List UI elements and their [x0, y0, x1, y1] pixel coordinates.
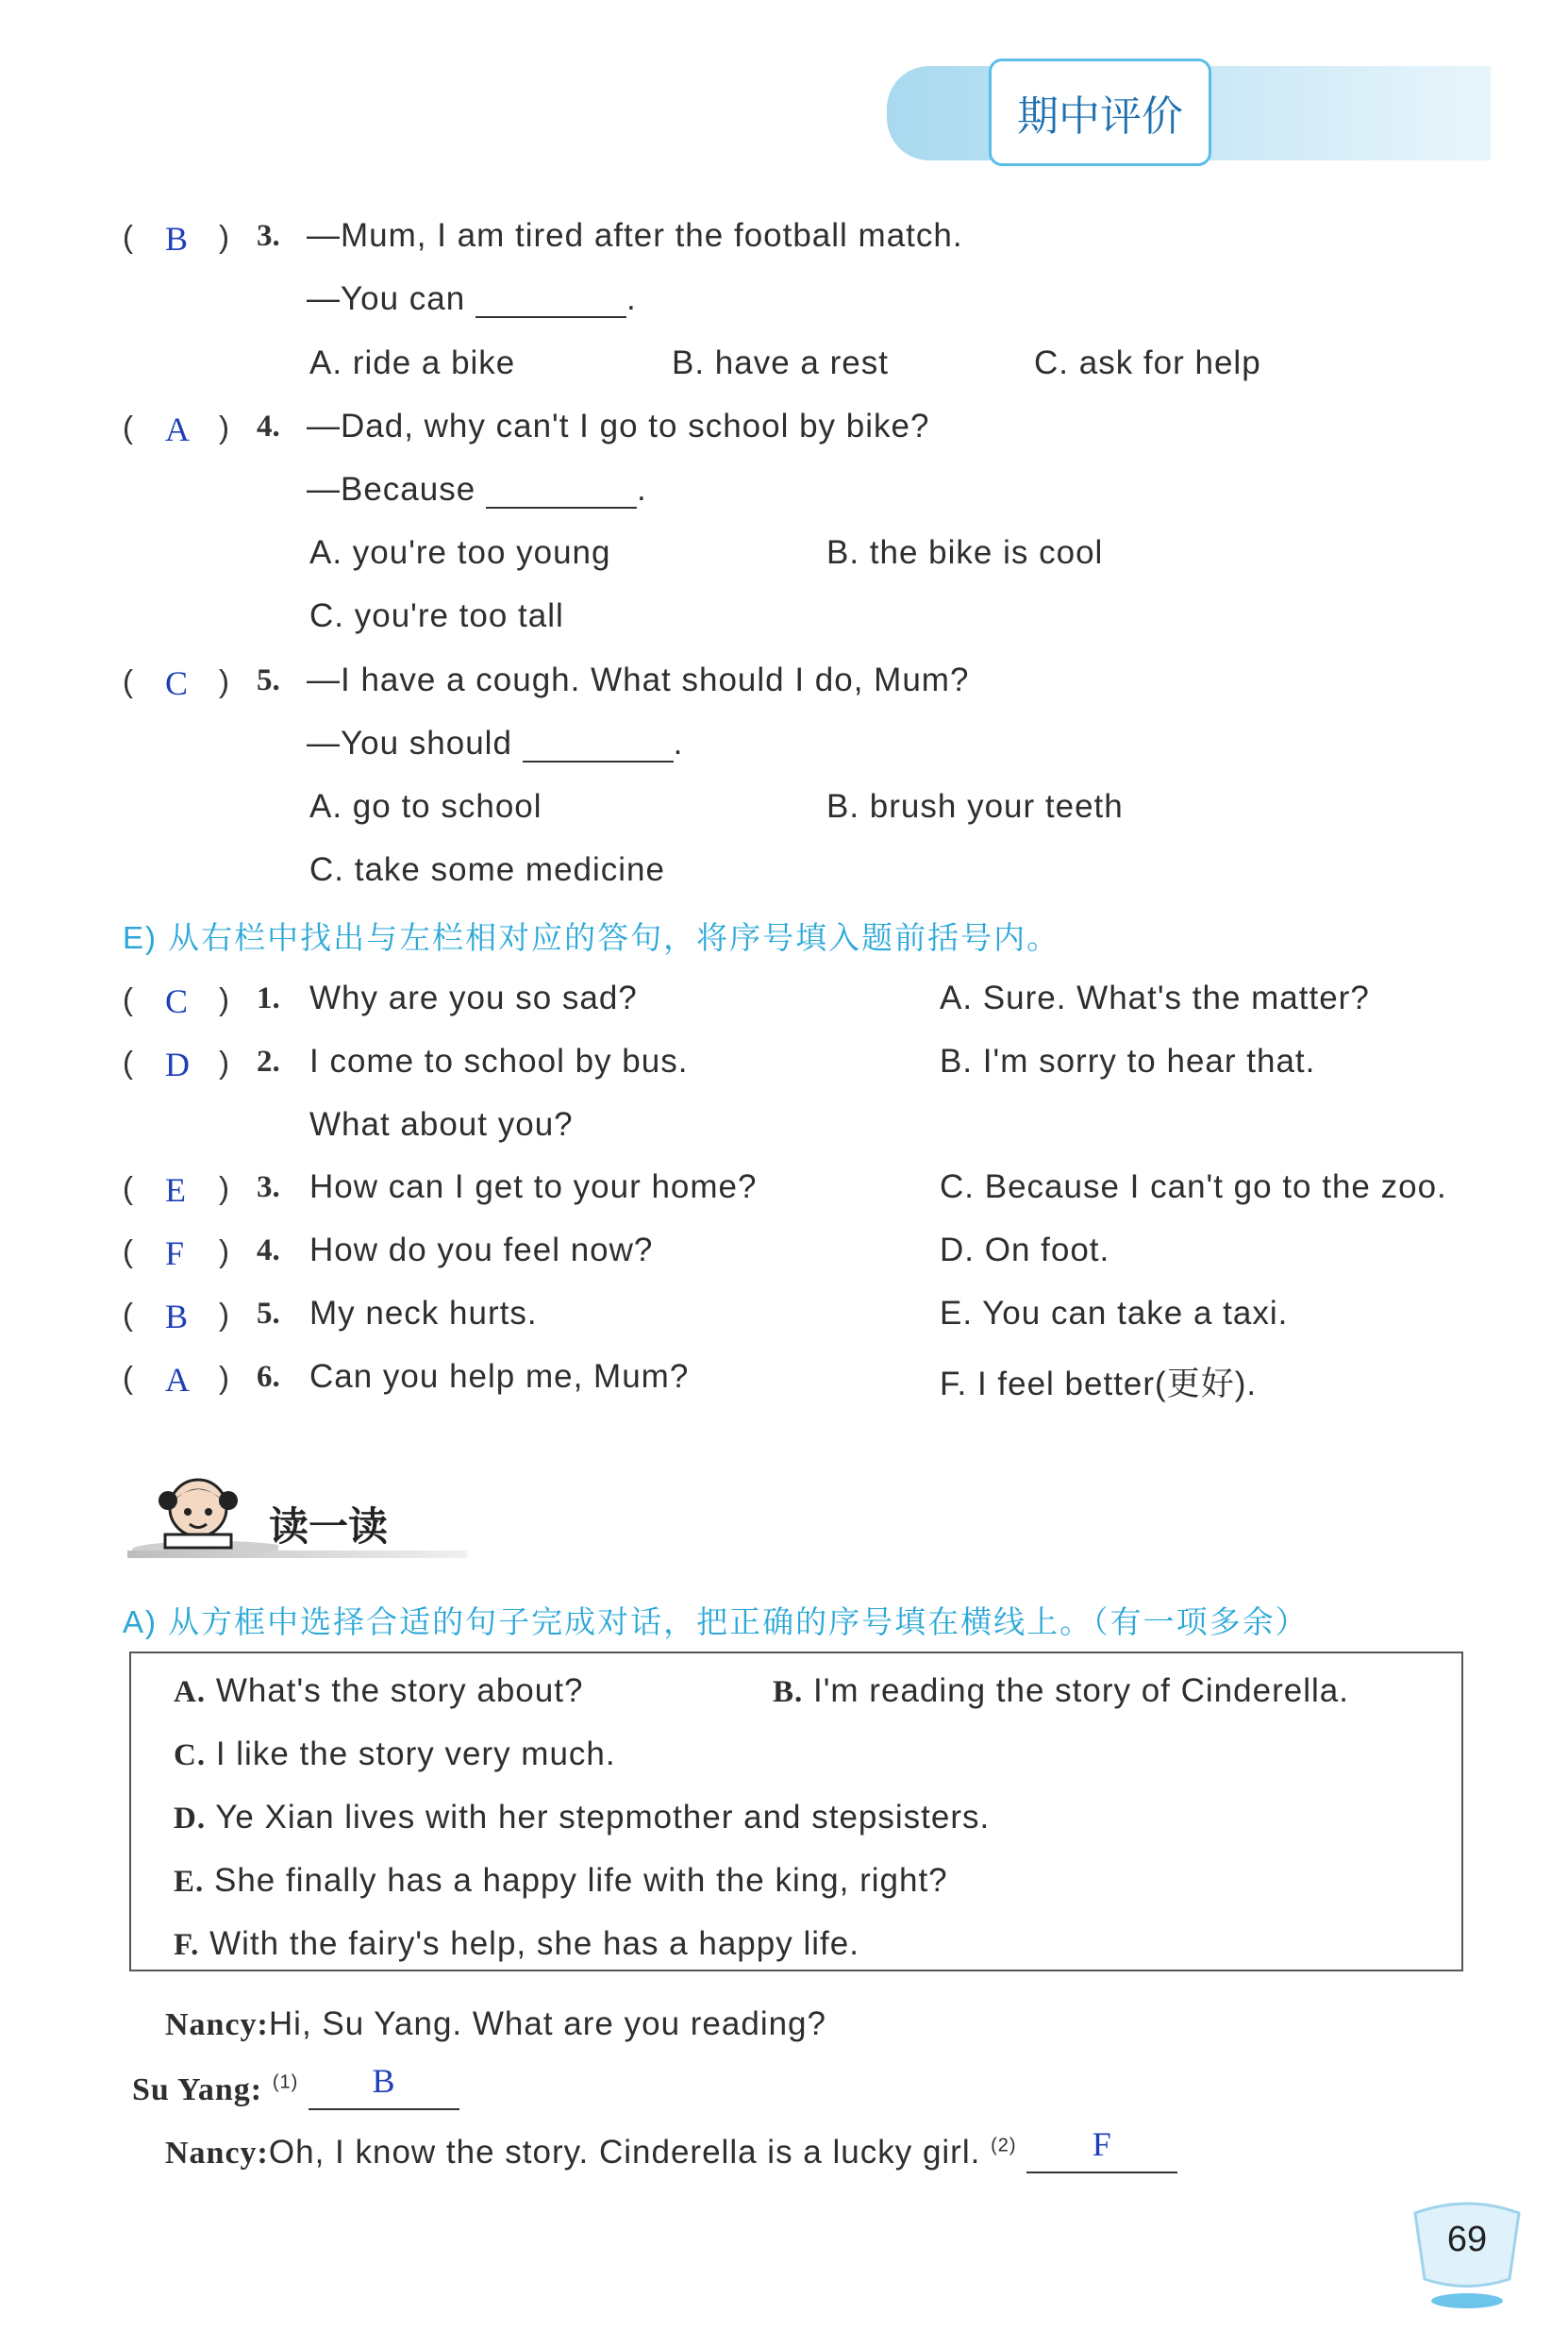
option-a: A. you're too young	[309, 534, 611, 571]
box-option-d	[174, 1799, 990, 1836]
answer-paren-close: )	[219, 1360, 229, 1395]
option-b: B. the bike is cool	[826, 534, 1104, 571]
answer-value: F	[1092, 2125, 1112, 2163]
answer-paren-close: )	[219, 663, 229, 698]
box-letter: B.	[773, 1675, 804, 1709]
option-b: B. brush your teeth	[826, 788, 1124, 825]
blank-marker: (1)	[272, 2071, 299, 2093]
question-line-2-text: —You should	[307, 725, 512, 762]
dialogue-line-3	[165, 2125, 1177, 2173]
banner-underline	[127, 1551, 467, 1558]
answer-paren: (	[123, 663, 133, 698]
box-option-b	[773, 1672, 1349, 1710]
answer-value: B	[165, 220, 189, 258]
answer-paren: (	[123, 981, 133, 1016]
answer-paren: (	[123, 1045, 133, 1080]
answer-paren: (	[123, 410, 133, 444]
dialogue-line-1	[165, 2005, 826, 2043]
box-letter: E.	[174, 1865, 205, 1899]
answer-paren-close: )	[219, 1297, 229, 1332]
box-text: With the fairy's help, she has a happy life.	[209, 1925, 859, 1962]
answer-paren-close: )	[219, 1233, 229, 1268]
box-option-c	[174, 1736, 616, 1773]
question-line-1: —I have a cough. What should I do, Mum?	[307, 662, 970, 698]
box-text: I like the story very much.	[215, 1736, 616, 1772]
answer-value: C	[165, 982, 189, 1020]
answer-paren: (	[123, 1233, 133, 1268]
right-sentence: C. Because I can't go to the zoo.	[940, 1168, 1447, 1205]
question-line-1: —Dad, why can't I go to school by bike?	[307, 408, 930, 444]
question-number: 4.	[257, 410, 280, 444]
left-sentence-continued: What about you?	[309, 1106, 574, 1143]
option-b: B. have a rest	[672, 344, 889, 381]
option-a: A. go to school	[309, 788, 542, 825]
answer-blank	[523, 732, 674, 763]
speaker-name: Nancy:	[165, 2007, 269, 2042]
left-sentence: My neck hurts.	[309, 1295, 538, 1332]
section-e-instruction: E) 从右栏中找出与左栏相对应的答句，将序号填入题前括号内。	[123, 920, 1060, 955]
answer-value: C	[165, 664, 189, 702]
option-c: C. you're too tall	[309, 597, 564, 634]
answer-value: B	[372, 2062, 396, 2100]
box-option-f	[174, 1925, 859, 1963]
item-number: 1.	[257, 981, 280, 1015]
box-letter: F.	[174, 1928, 200, 1962]
question-number: 3.	[257, 219, 280, 253]
page-number: 69	[1446, 2220, 1488, 2259]
answer-paren: (	[123, 219, 133, 254]
item-number: 6.	[257, 1360, 280, 1394]
item-number: 3.	[257, 1170, 280, 1204]
question-line-1: —Mum, I am tired after the football match.	[307, 217, 963, 254]
answer-value: A	[165, 1361, 190, 1399]
answer-paren: (	[123, 1170, 133, 1205]
speaker-name: Nancy:	[165, 2136, 269, 2171]
left-sentence: Can you help me, Mum?	[309, 1358, 690, 1395]
answer-value: E	[165, 1171, 186, 1209]
box-letter: A.	[174, 1675, 207, 1709]
question-line-2: —You should .	[307, 725, 684, 762]
item-number: 2.	[257, 1045, 280, 1079]
answer-paren: (	[123, 1297, 133, 1332]
blank-marker: (2)	[991, 2135, 1017, 2156]
option-c: C. take some medicine	[309, 851, 665, 888]
answer-blank	[1026, 2125, 1177, 2173]
question-number: 5.	[257, 663, 280, 697]
right-sentence: B. I'm sorry to hear that.	[940, 1043, 1316, 1080]
option-a: A. ride a bike	[309, 344, 516, 381]
box-text: Ye Xian lives with her stepmother and stepsisters.	[215, 1799, 991, 1836]
box-letter: C.	[174, 1738, 207, 1772]
box-text: What's the story about?	[215, 1672, 584, 1709]
option-box	[129, 1652, 1463, 1971]
item-number: 4.	[257, 1233, 280, 1267]
read-section-banner	[127, 1491, 467, 1562]
question-line-2-text: —You can	[307, 280, 466, 317]
question-line-2: —Because .	[307, 471, 647, 508]
answer-paren-close: )	[219, 410, 229, 444]
answer-blank	[309, 2062, 459, 2110]
answer-value: D	[165, 1046, 190, 1083]
answer-paren: (	[123, 1360, 133, 1395]
right-sentence: F. I feel better(更好).	[940, 1366, 1258, 1402]
answer-paren-close: )	[219, 219, 229, 254]
right-sentence: D. On foot.	[940, 1232, 1110, 1268]
left-sentence: I come to school by bus.	[309, 1043, 689, 1080]
answer-value: B	[165, 1298, 189, 1335]
reading-girl-icon	[127, 1472, 278, 1562]
left-sentence: How can I get to your home?	[309, 1168, 758, 1205]
speaker-name: Su Yang:	[132, 2072, 263, 2107]
answer-paren-close: )	[219, 1045, 229, 1080]
right-sentence: E. You can take a taxi.	[940, 1295, 1289, 1332]
answer-value: A	[165, 411, 190, 448]
dialogue-line-2	[132, 2062, 459, 2110]
box-text: She finally has a happy life with the king, right?	[214, 1862, 948, 1899]
page-number-badge	[1406, 2189, 1528, 2312]
answer-blank	[475, 288, 626, 318]
read-section-title: 读一读	[269, 1503, 389, 1550]
right-sentence: A. Sure. What's the matter?	[940, 980, 1370, 1016]
left-sentence: How do you feel now?	[309, 1232, 654, 1268]
item-number: 5.	[257, 1297, 280, 1331]
dialogue-text: Oh, I know the story. Cinderella is a lucky girl.	[268, 2134, 981, 2171]
answer-blank	[486, 478, 637, 509]
dialogue-text: Hi, Su Yang. What are you reading?	[268, 2005, 826, 2042]
box-letter: D.	[174, 1802, 207, 1836]
question-line-2: —You can .	[307, 280, 637, 317]
answer-paren-close: )	[219, 981, 229, 1016]
box-text: I'm reading the story of Cinderella.	[813, 1672, 1349, 1709]
option-c: C. ask for help	[1034, 344, 1261, 381]
answer-value: F	[165, 1234, 185, 1272]
box-option-a	[174, 1672, 583, 1710]
left-sentence: Why are you so sad?	[309, 980, 638, 1016]
header-tab-label: 期中评价	[1017, 92, 1183, 141]
read-instruction: A) 从方框中选择合适的句子完成对话，把正确的序号填在横线上。（有一项多余）	[123, 1604, 1309, 1639]
header-tab	[989, 59, 1211, 166]
question-line-2-text: —Because	[307, 471, 476, 508]
answer-paren-close: )	[219, 1170, 229, 1205]
box-option-e	[174, 1862, 948, 1900]
